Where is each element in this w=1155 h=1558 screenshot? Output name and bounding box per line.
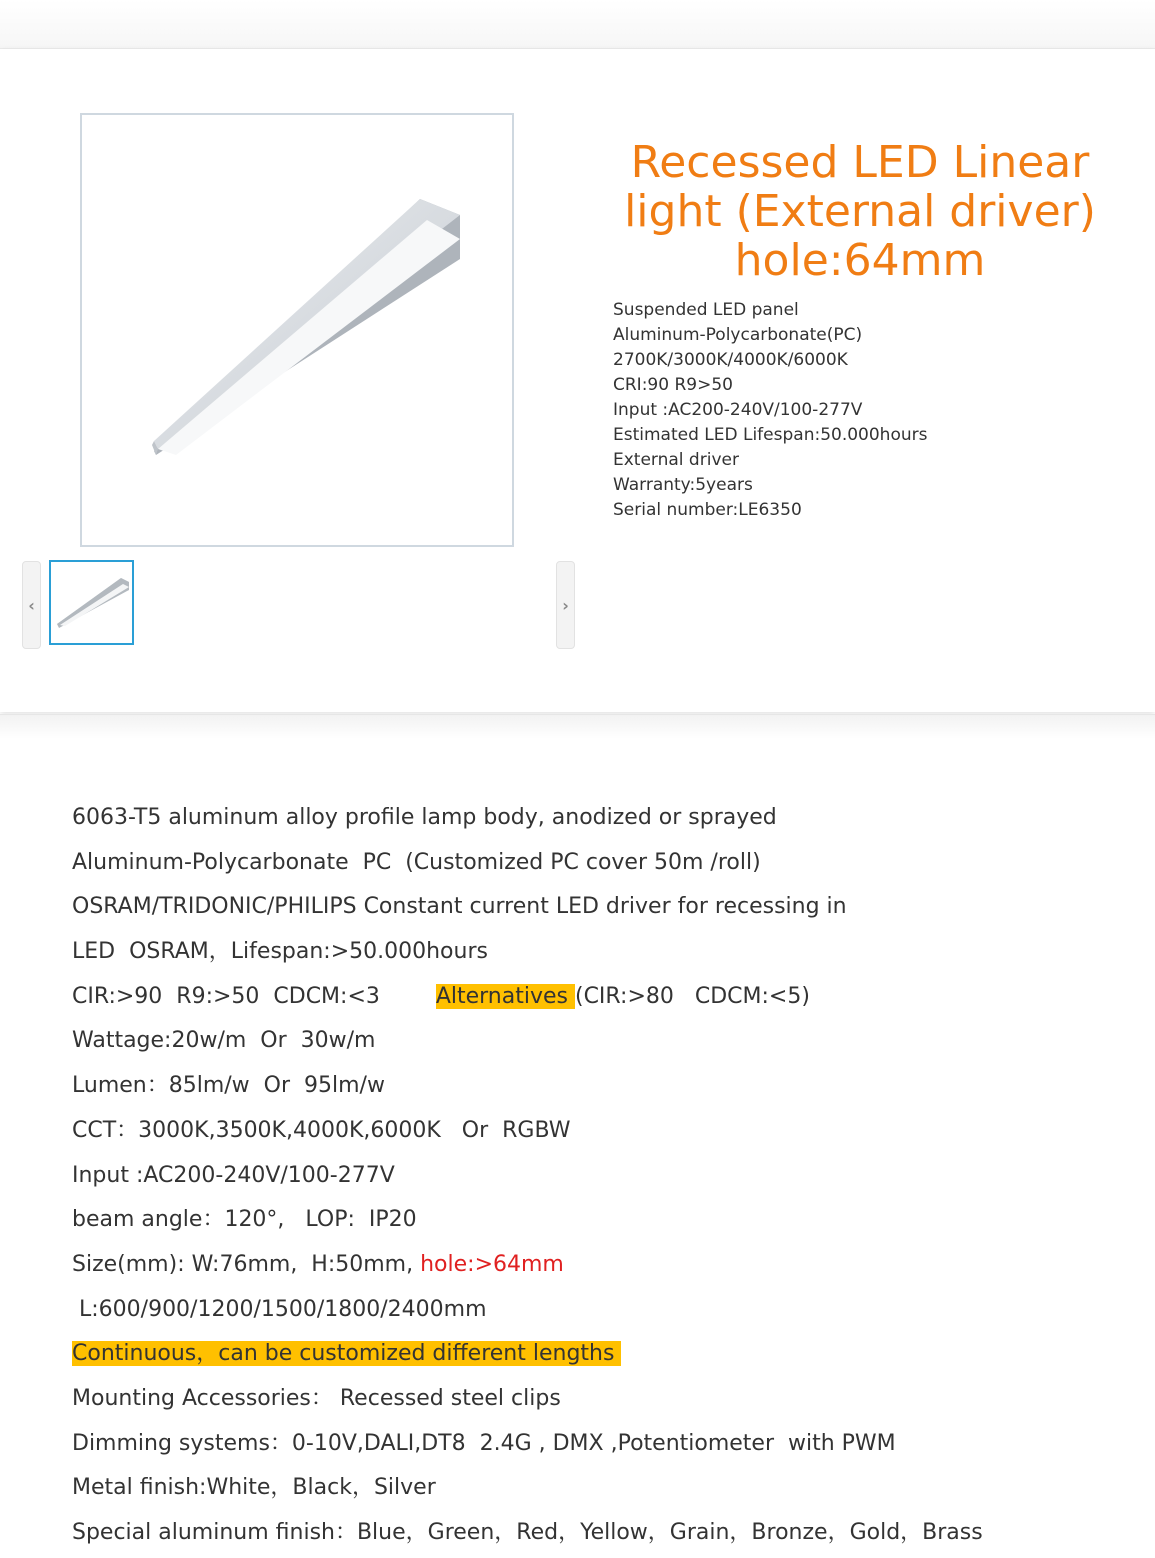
detail-line: [72, 1243, 1132, 1288]
detail-line: Input :AC200-240V/100-277V: [72, 1162, 395, 1188]
product-title: [610, 138, 1110, 285]
gallery-next-button[interactable]: [556, 561, 575, 649]
highlight-continuous: Continuous，can be customized different lengths: [72, 1341, 622, 1367]
chevron-left-icon: ‹: [28, 595, 35, 615]
detail-line: [72, 1332, 1132, 1377]
spec-item: Suspended LED panel: [613, 300, 799, 320]
spec-item: Aluminum-Polycarbonate(PC): [613, 325, 863, 345]
spec-item: Warranty:5years: [613, 475, 753, 495]
spec-item: Serial number:LE6350: [613, 500, 802, 520]
detail-text: (CIR:>80 CDCM:<5): [574, 983, 810, 1009]
detail-line: LED OSRAM，Lifespan:>50.000hours: [72, 939, 488, 965]
spec-item: Input :AC200-240V/100-277V: [613, 400, 863, 420]
linear-light-thumb-image: [51, 562, 132, 643]
product-specs-list: [613, 298, 1033, 523]
detail-line: Dimming systems：0-10V,DALI,DT8 2.4G , DMX ,Potentiometer with PWM: [72, 1430, 896, 1456]
product-title-line3: hole:64mm: [734, 235, 986, 286]
detail-text: CIR:>90 R9:>50 CDCM:<3: [72, 983, 436, 1009]
detail-line: beam angle：120°, LOP: IP20: [72, 1207, 417, 1233]
spec-item: CRI:90 R9>50: [613, 375, 733, 395]
detail-line: L:600/900/1200/1500/1800/2400mm: [72, 1296, 487, 1322]
detail-line: Metal finish:White，Black，Silver: [72, 1475, 436, 1501]
detail-line: Lumen：85lm/w Or 95lm/w: [72, 1073, 385, 1099]
detail-line: Aluminum-Polycarbonate PC (Customized PC cover 50m /roll): [72, 849, 761, 875]
detail-text: Size(mm): W:76mm, H:50mm,: [72, 1251, 421, 1277]
linear-light-image: [82, 115, 512, 545]
gallery-thumbnail[interactable]: [49, 560, 134, 645]
product-main-image[interactable]: [80, 113, 514, 547]
detail-line: OSRAM/TRIDONIC/PHILIPS Constant current LED driver for recessing in: [72, 894, 847, 920]
spec-item: Estimated LED Lifespan:50.000hours: [613, 425, 928, 445]
top-band: [0, 0, 1155, 49]
product-details-list: [72, 796, 1132, 1556]
detail-line: [72, 975, 1132, 1020]
gallery-prev-button[interactable]: [22, 561, 41, 649]
detail-line: Wattage:20w/m Or 30w/m: [72, 1028, 376, 1054]
product-title-line2: light (External driver): [624, 186, 1096, 237]
section-divider: [0, 714, 1155, 739]
hole-size-text: hole:>64mm: [420, 1251, 564, 1277]
detail-line: Mounting Accessories： Recessed steel clips: [72, 1385, 561, 1411]
chevron-right-icon: ›: [562, 595, 569, 615]
spec-item: 2700K/3000K/4000K/6000K: [613, 350, 848, 370]
product-title-line1: Recessed LED Linear: [630, 137, 1090, 188]
spec-item: External driver: [613, 450, 739, 470]
detail-line: CCT：3000K,3500K,4000K,6000K Or RGBW: [72, 1117, 571, 1143]
detail-line: 6063-T5 aluminum alloy profile lamp body, anodized or sprayed: [72, 805, 777, 830]
highlight-alternatives: Alternatives: [435, 983, 575, 1009]
detail-line: Special aluminum finish：Blue，Green，Red，Yellow，Grain，Bronze，Gold，Brass: [72, 1520, 983, 1545]
